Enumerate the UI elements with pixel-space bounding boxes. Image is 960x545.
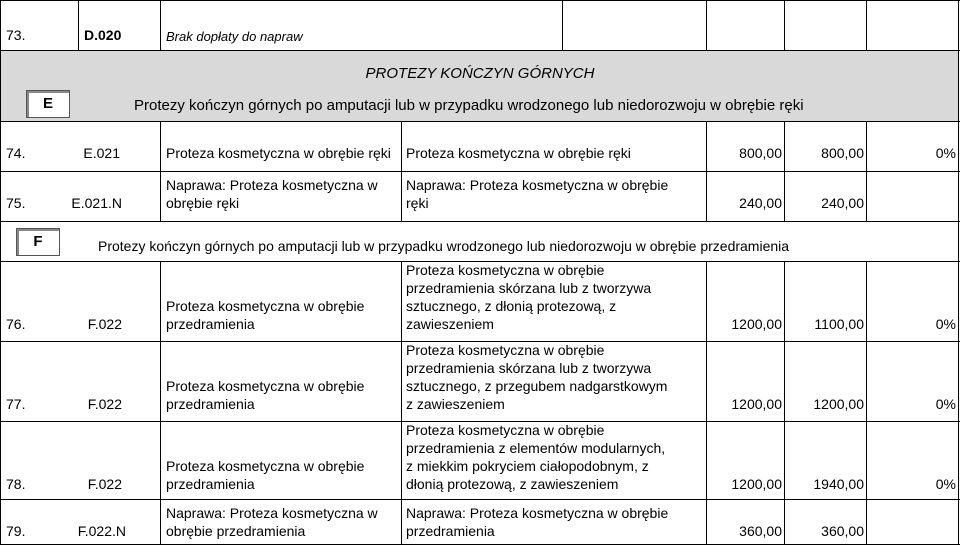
row76-desc-line3: sztucznego, z dłonią protezową, z — [406, 298, 617, 314]
row79-desc-line1: Naprawa: Proteza kosmetyczna w obrębie — [406, 505, 669, 521]
row77-desc-line2: przedramienia skórzana lub z tworzywa — [406, 360, 652, 376]
row74-name: Proteza kosmetyczna w obrębie ręki — [166, 145, 391, 161]
row73-nr: 73. — [6, 27, 26, 43]
row77-pct: 0% — [935, 396, 956, 412]
row73-code: D.020 — [84, 27, 122, 43]
row78-nr: 78. — [6, 476, 26, 492]
row77-code: F.022 — [87, 396, 122, 412]
row76-limit: 1200,00 — [731, 316, 782, 332]
row79-code: F.022.N — [77, 523, 126, 539]
row77-desc-line4: z zawieszeniem — [406, 396, 505, 412]
row75-name-line2: obrębie ręki — [166, 195, 240, 211]
section-f-badge: F — [16, 228, 60, 256]
row77-desc-line1: Proteza kosmetyczna w obrębie — [406, 342, 605, 358]
row75-desc-line2: ręki — [406, 195, 429, 211]
row79-desc-line2: przedramienia — [406, 523, 495, 539]
row75-nr: 75. — [6, 195, 26, 211]
row78-limit: 1200,00 — [731, 476, 782, 492]
row79-name-line2: obrębie przedramienia — [166, 523, 306, 539]
row74-refund: 800,00 — [821, 145, 864, 161]
row74-code: E.021 — [83, 145, 120, 161]
section-e-title: PROTEZY KOŃCZYN GÓRNYCH — [365, 65, 595, 82]
row76-desc-line4: zawieszeniem — [406, 316, 494, 332]
section-f-subtitle: Protezy kończyn górnych po amputacji lub w przypadku wrodzonego lub niedorozwoju w obrębie przedramienia — [98, 238, 790, 254]
row78-code: F.022 — [87, 476, 122, 492]
row76-pct: 0% — [935, 316, 956, 332]
row75-code: E.021.N — [71, 195, 122, 211]
row74-nr: 74. — [6, 145, 26, 161]
row79-limit: 360,00 — [739, 523, 782, 539]
row75-name-line1: Naprawa: Proteza kosmetyczna w — [166, 177, 378, 193]
row79-name-line1: Naprawa: Proteza kosmetyczna w — [166, 505, 378, 521]
row76-desc-line2: przedramienia skórzana lub z tworzywa — [406, 280, 652, 296]
row76-name-line2: przedramienia — [166, 316, 255, 332]
row76-code: F.022 — [87, 316, 122, 332]
row78-name-line1: Proteza kosmetyczna w obrębie — [166, 458, 365, 474]
row78-name-line2: przedramienia — [166, 476, 255, 492]
section-e-subtitle: Protezy kończyn górnych po amputacji lub w przypadku wrodzonego lub niedorozwoju w obrębie ręki — [134, 97, 804, 114]
row74-desc: Proteza kosmetyczna w obrębie ręki — [406, 145, 631, 161]
row78-refund: 1940,00 — [813, 476, 864, 492]
row76-refund: 1100,00 — [814, 316, 864, 332]
section-e-badge: E — [26, 90, 70, 118]
row76-desc-line1: Proteza kosmetyczna w obrębie — [406, 262, 605, 278]
row79-refund: 360,00 — [821, 523, 864, 539]
row77-name-line2: przedramienia — [166, 396, 255, 412]
row74-limit: 800,00 — [739, 145, 782, 161]
row77-name-line1: Proteza kosmetyczna w obrębie — [166, 378, 365, 394]
row75-desc-line1: Naprawa: Proteza kosmetyczna w obrębie — [406, 177, 669, 193]
row76-name-line1: Proteza kosmetyczna w obrębie — [166, 298, 365, 314]
row77-limit: 1200,00 — [731, 396, 782, 412]
row73-desc: Brak dopłaty do napraw — [166, 29, 303, 44]
row76-nr: 76. — [6, 316, 26, 332]
row78-pct: 0% — [935, 476, 956, 492]
row75-refund: 240,00 — [821, 195, 864, 211]
row77-desc-line3: sztucznego, z przegubem nadgarstkowym — [406, 378, 668, 394]
row77-nr: 77. — [6, 396, 26, 412]
row79-nr: 79. — [6, 523, 26, 539]
row78-desc-line2: przedramienia z elementów modularnych, — [406, 440, 666, 456]
row75-limit: 240,00 — [739, 195, 782, 211]
row78-desc-line1: Proteza kosmetyczna w obrębie — [406, 422, 605, 438]
row78-desc-line4: dłonią protezową, z zawieszeniem — [406, 476, 619, 492]
row78-desc-line3: z miekkim pokryciem ciałopodobnym, z — [406, 458, 649, 474]
row77-refund: 1200,00 — [813, 396, 864, 412]
row74-pct: 0% — [935, 145, 956, 161]
